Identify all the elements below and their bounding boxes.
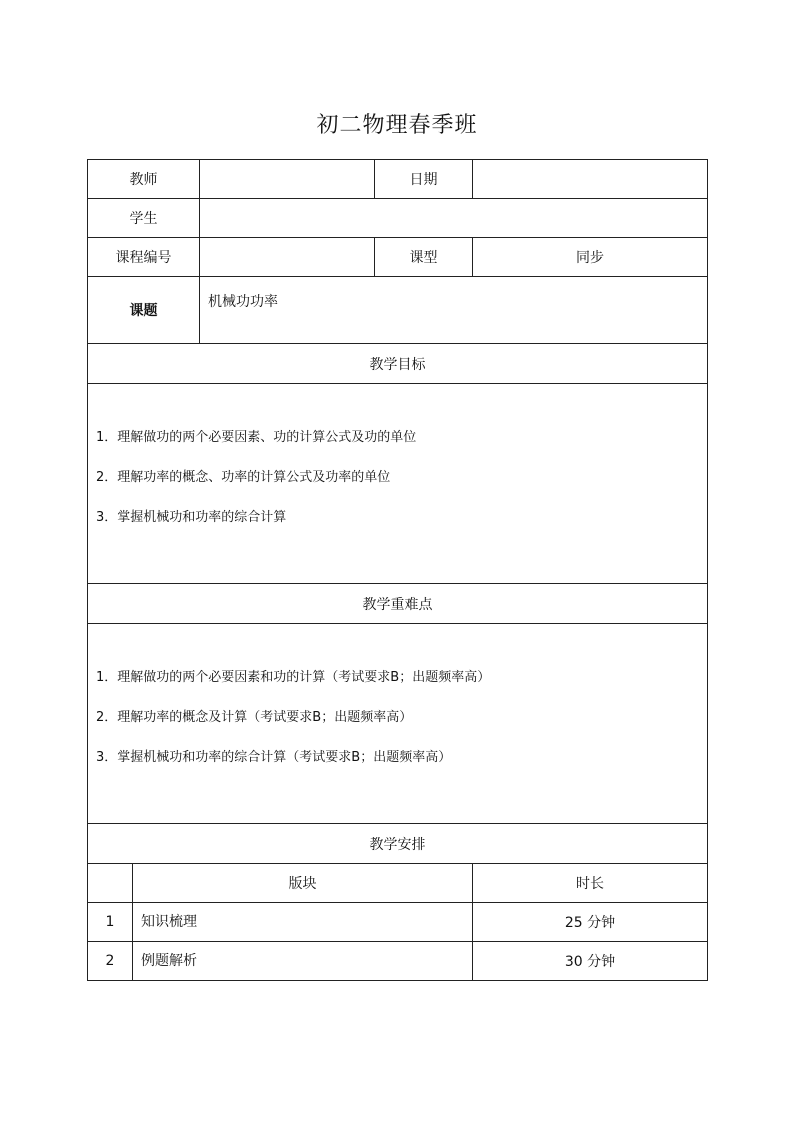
key-points-list-row [88, 624, 708, 824]
lesson-plan-table [87, 159, 708, 981]
objectives-list [88, 384, 708, 584]
type-label: 课型 [375, 238, 473, 277]
date-label: 日期 [375, 160, 473, 199]
teacher-date-row [88, 160, 708, 199]
date-value [473, 160, 708, 199]
course-no-label: 课程编号 [88, 238, 200, 277]
teacher-value [200, 160, 375, 199]
key-points-heading-row [88, 584, 708, 624]
list-item: 1．理解做功的两个必要因素、功的计算公式及功的单位 [96, 430, 417, 445]
type-value: 同步 [473, 238, 708, 277]
topic-label: 课题 [88, 277, 200, 344]
schedule-heading: 教学安排 [88, 824, 708, 864]
teacher-label: 教师 [88, 160, 200, 199]
list-item: 3．掌握机械功和功率的综合计算（考试要求B；出题频率高） [96, 750, 452, 765]
page-title: 初二物理春季班 [316, 113, 478, 138]
key-points-heading: 教学重难点 [88, 584, 708, 624]
schedule-col-block: 版块 [133, 864, 473, 903]
schedule-col-duration: 时长 [473, 864, 708, 903]
course-type-row [88, 238, 708, 277]
topic-value: 机械功功率 [200, 277, 708, 344]
row-duration: 25 分钟 [473, 903, 708, 942]
objectives-heading: 教学目标 [88, 344, 708, 384]
row-index: 2 [88, 942, 133, 981]
objectives-list-row [88, 384, 708, 584]
student-row [88, 199, 708, 238]
row-duration: 30 分钟 [473, 942, 708, 981]
schedule-col-index [88, 864, 133, 903]
topic-row [88, 277, 708, 344]
schedule-header-row [88, 864, 708, 903]
list-item: 1．理解做功的两个必要因素和功的计算（考试要求B；出题频率高） [96, 670, 491, 685]
objectives-heading-row [88, 344, 708, 384]
student-label: 学生 [88, 199, 200, 238]
list-item: 2．理解功率的概念、功率的计算公式及功率的单位 [96, 470, 391, 485]
row-index: 1 [88, 903, 133, 942]
table-row [88, 903, 708, 942]
schedule-heading-row [88, 824, 708, 864]
table-row [88, 942, 708, 981]
list-item: 3．掌握机械功和功率的综合计算 [96, 510, 287, 525]
key-points-list [88, 624, 708, 824]
student-value [200, 199, 708, 238]
list-item: 2．理解功率的概念及计算（考试要求B；出题频率高） [96, 710, 413, 725]
course-no-value [200, 238, 375, 277]
row-block: 例题解析 [133, 942, 473, 981]
row-block: 知识梳理 [133, 903, 473, 942]
